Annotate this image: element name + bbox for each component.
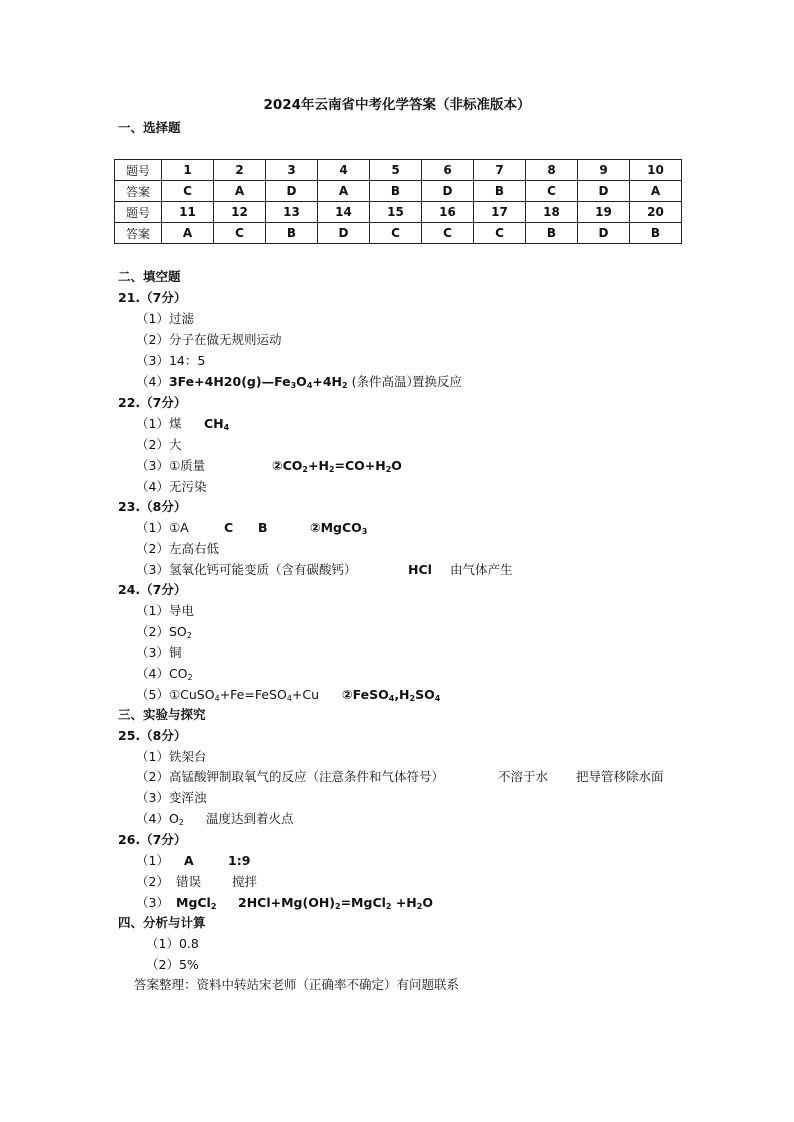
q23-answer-1-c: C (224, 520, 234, 535)
q26-answer-3-a: MgCl$_2$ (176, 895, 217, 911)
table-cell: A (162, 223, 214, 244)
table-cell: 8 (526, 160, 578, 181)
table-cell: 17 (474, 202, 526, 223)
table-row (115, 160, 682, 181)
table-cell: D (266, 181, 318, 202)
table-cell: B (370, 181, 422, 202)
table-row (115, 202, 682, 223)
q23-answer-2: （2）左高右低 (136, 541, 219, 556)
q23-answer-3-gas: 由气体产生 (450, 562, 513, 577)
table-cell: A (630, 181, 682, 202)
q21-answer-3: （3）14：5 (136, 353, 206, 368)
q26-answer-3-equation: $2HCl+Mg(OH)_2=MgCl_2 +H_2O$ (238, 895, 433, 911)
q25-answer-3: （3）变浑浊 (136, 790, 207, 805)
q24-answer-4: $(4)CO_2$ (136, 666, 193, 682)
table-cell: 18 (526, 202, 578, 223)
table-cell: D (422, 181, 474, 202)
q21-reaction-type: 置换反应 (412, 374, 463, 389)
q21-answer-4: $(4)3Fe+4H20(g)—Fe_3O_4+4H_2$ (条件高温） (136, 374, 419, 390)
table-cell: C (474, 223, 526, 244)
q23-answer-3-hcl: HCl (408, 562, 432, 577)
table-row (115, 181, 682, 202)
q22-answer-1-formula: $CH_4$ (204, 416, 230, 432)
table-cell: B (630, 223, 682, 244)
q23-answer-1-b: B (258, 520, 268, 535)
q23-answer-3: （3）氢氧化钙可能变质（含有碳酸钙） (136, 562, 357, 577)
table-cell: 5 (370, 160, 422, 181)
table-cell: 12 (214, 202, 266, 223)
row-label: 答案 (115, 223, 162, 244)
q25-answer-1: （1）铁架台 (136, 749, 207, 764)
q26-answer-2: （2） (136, 874, 169, 889)
table-cell: 11 (162, 202, 214, 223)
q25-answer-4: $(4)O_2$ (136, 811, 184, 827)
table-cell: A (318, 181, 370, 202)
q25-answer-2-b: 不溶于水 (498, 769, 549, 784)
q25-answer-2-c: 把导管移除水面 (576, 769, 664, 784)
q21-answer-2: （2）分子在做无规则运动 (136, 332, 282, 347)
table-cell: 15 (370, 202, 422, 223)
table-cell: D (578, 181, 630, 202)
table-cell: B (526, 223, 578, 244)
row-label: 答案 (115, 181, 162, 202)
table-cell: B (266, 223, 318, 244)
q24-answer-2: $(2)SO_2$ (136, 624, 192, 640)
row-label: 题号 (115, 202, 162, 223)
q21-heading: 21.（7分） (118, 290, 187, 305)
table-cell: D (318, 223, 370, 244)
q25-answer-4-b: 温度达到着火点 (206, 811, 294, 826)
q22-answer-3-equation: $②CO_2+H_2=CO+H_2O$ (272, 458, 402, 474)
table-cell: C (214, 223, 266, 244)
section-choice-heading: 一、选择题 (118, 120, 181, 135)
q22-answer-1: （1）煤 (136, 416, 182, 431)
q26-answer-1: （1） (136, 853, 169, 868)
q25-heading: 25.（8分） (118, 728, 187, 743)
table-cell: 19 (578, 202, 630, 223)
table-cell: 13 (266, 202, 318, 223)
table-cell: 2 (214, 160, 266, 181)
section-calc-heading: 四、分析与计算 (118, 915, 206, 930)
q24-answer-1: （1）导电 (136, 603, 194, 618)
q23-heading: 23.（8分） (118, 499, 187, 514)
q22-heading: 22.（7分） (118, 395, 187, 410)
table-cell: C (162, 181, 214, 202)
table-cell: 10 (630, 160, 682, 181)
q26-answer-1-b: 1:9 (228, 853, 251, 868)
table-cell: C (526, 181, 578, 202)
table-cell: C (370, 223, 422, 244)
table-cell: 14 (318, 202, 370, 223)
table-cell: C (422, 223, 474, 244)
q26-heading: 26.（7分） (118, 832, 187, 847)
table-row (115, 223, 682, 244)
page-title: 2024年云南省中考化学答案（非标准版本） (263, 97, 531, 113)
footer-note: 答案整理：资料中转站宋老师（正确率不确定）有问题联系 (134, 977, 460, 992)
table-cell: 16 (422, 202, 474, 223)
table-cell: 3 (266, 160, 318, 181)
q22-answer-4: （4）无污染 (136, 479, 207, 494)
q24-answer-5: （5）①CuSO$_4$+Fe=FeSO$_4$+Cu (136, 687, 320, 703)
q26-answer-1-a: A (184, 853, 194, 868)
table-cell: 20 (630, 202, 682, 223)
q25-answer-2: （2）高锰酸钾制取氧气的反应（注意条件和气体符号） (136, 769, 444, 784)
table-cell: 6 (422, 160, 474, 181)
table-cell: 4 (318, 160, 370, 181)
q26-answer-3: （3） (136, 895, 169, 910)
table-cell: B (474, 181, 526, 202)
q23-answer-1: （1）①A (136, 520, 189, 535)
q26-answer-2-a: 错误 (176, 874, 202, 889)
row-label: 题号 (115, 160, 162, 181)
table-cell: 1 (162, 160, 214, 181)
section-fill-heading: 二、填空题 (118, 269, 181, 284)
calc-answer-2: （2）5% (146, 957, 199, 972)
q24-answer-3: （3）铜 (136, 645, 182, 660)
q22-answer-3: （3）①质量 (136, 458, 206, 473)
answer-table (114, 159, 682, 244)
table-cell: D (578, 223, 630, 244)
section-experiment-heading: 三、实验与探究 (118, 707, 206, 722)
table-cell: 7 (474, 160, 526, 181)
table-cell: A (214, 181, 266, 202)
q23-answer-1-formula: ②MgCO$_3$ (310, 520, 368, 536)
calc-answer-1: （1）0.8 (146, 936, 199, 951)
q24-answer-5-solutes: $②FeSO_4,H_2SO_4$ (342, 687, 441, 703)
q26-answer-2-b: 搅拌 (232, 874, 258, 889)
table-cell: 9 (578, 160, 630, 181)
q22-answer-2: （2）大 (136, 437, 182, 452)
q21-answer-1: （1）过滤 (136, 311, 194, 326)
q24-heading: 24.（7分） (118, 582, 187, 597)
